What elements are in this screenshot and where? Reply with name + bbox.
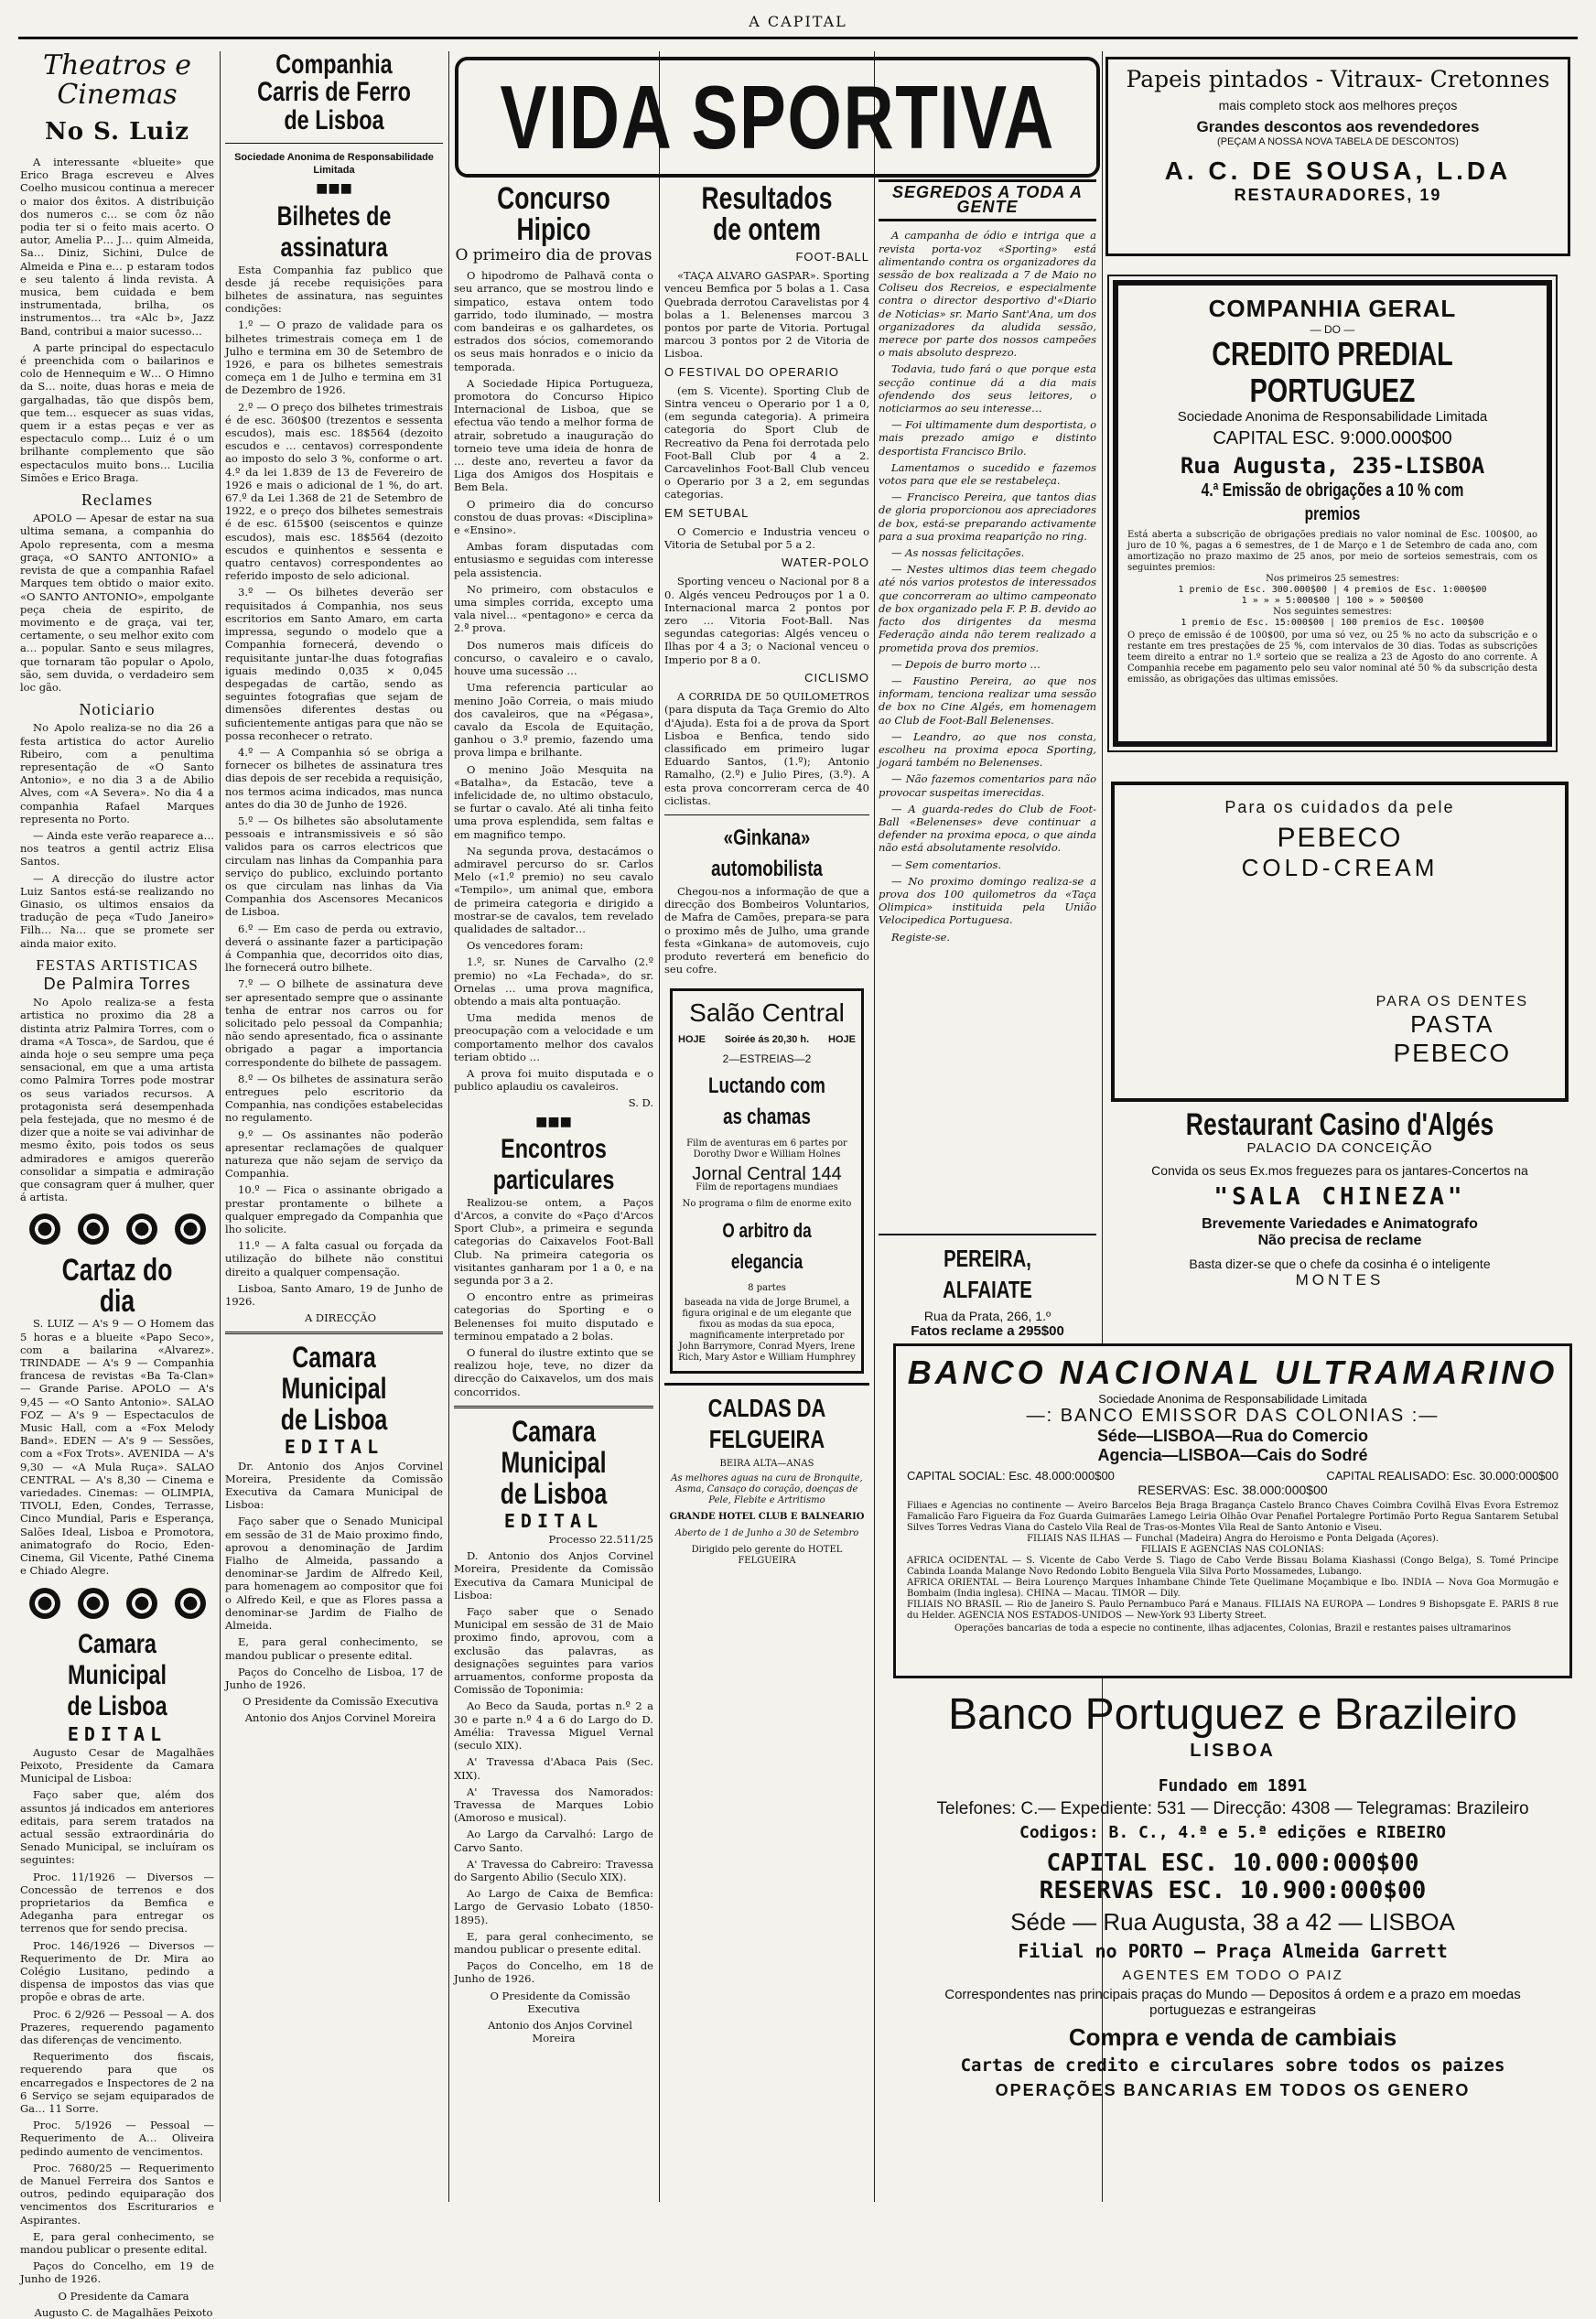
bpb-filial: Filial no PORTO — Praça Almeida Garrett <box>1018 1940 1448 1962</box>
credito-predial-ad <box>1113 280 1552 747</box>
papeis-title: Papeis pintados - Vitraux- Cretonnes <box>1126 66 1550 92</box>
header-rule <box>18 37 1578 39</box>
result-section-heading: WATER-POLO <box>782 555 869 570</box>
credito-line3: CREDITO PREDIAL PORTUGUEZ <box>1212 335 1453 409</box>
pebeco-line4: PARA OS DENTES <box>1375 994 1528 1009</box>
camara3-paragraph: Ao Beco da Sauda, portas n.º 2 a 30 e parte n.º 4 a 6 do Largo do D. Amélia: Travessa Miguel Vernal (seculo XIX). <box>454 1699 653 1753</box>
camara-paragraph: Paços do Concelho, em 19 de Junho de 1926. <box>20 2260 214 2286</box>
concurso-paragraph: Na segunda prova, destacámos o admiravel percurso do sr. Carlos Melo («1.º premio) no seu cavalo «Tempilo», um animal que, embora de primeira categoria e dirigido a mostrar-se de cavalos, tem revelado qualidades de saltador… <box>454 844 653 935</box>
bpb-operacoes: OPERAÇÕES BANCARIAS EM TODOS OS GENERO <box>995 2081 1471 2099</box>
carris-paragraph: 10.º — Fica o assinante obrigado a prestar prontamente o bilhete a qualquer empregado da Companhia que lho solicite. <box>225 1183 443 1236</box>
salao-hoje-left: HOJE <box>678 1034 706 1046</box>
credito-emissao: 4.ª Emissão de obrigações a 10 % com premios <box>1201 480 1464 524</box>
carris-title: Companhia Carris de Ferro <box>257 49 411 107</box>
credito-premios: 1 » » » 5:000$00 | 100 » » 500$00 <box>1241 596 1424 606</box>
camara-signature-title: O Presidente da Camara <box>58 2289 189 2303</box>
camara-paragraph: Augusto Cesar de Magalhães Peixoto, Presidente da Camara Municipal de Lisboa: <box>20 1745 214 1785</box>
papeis-line1: mais completo stock aos melhores preços <box>1218 98 1458 113</box>
segredos-paragraph: — Sem comentarios. <box>891 857 1002 871</box>
bpb-codes: Codigos: B. C., 4.ª e 5.ª edições e RIBEIRO <box>1019 1823 1446 1842</box>
carris-paragraph: 7.º — O bilhete de assinatura deve ser apresentado sempre que o assinante tenha de entrar nos carros ou for solicitado pelo pessoal da Companhia; não sendo apresentado, fica o assinante obrigado a pagar a importancia correspondente do bilhete de passagem. <box>225 977 443 1069</box>
camara3-paragraph: A' Travessa do Cabreiro: Travessa do Sargento Abilio (Seculo XIX). <box>454 1857 653 1883</box>
carris-paragraph: 3.º — Os bilhetes deverão ser requisitados á Companhia, nos seus escritorios em Santo Amaro, em carta impressa, segundo o modelo que a Companhia fornecerá, devendo o requisitante juntar-lhe duas fotografias iguais medindo 0,035 × 0,045 despegadas de cartão, sendo as seguintes fotografias que sejam de dimensões diferentes destas ou suficientemente antigas para que não se possa reconhecer o retrato. <box>225 586 443 742</box>
credito-premios: Nos primeiros 25 semestres: <box>1266 574 1399 584</box>
salao-film2-desc: baseada na vida de Jorge Brumel, a figura original e de um elegante que fixou as modas da sua epoca, magnificamente interpretado por John Barrymore, Conrad Myers, Irene Rich, Mary Astor e William Humphrey <box>678 1297 856 1363</box>
carris-paragraph: 1.º — O prazo de validade para os bilhetes trimestrais começa em 1 de Julho e termina em 30 de Setembro de 1926, e para os bilhetes semestrais começa em 1 de Julho e termina em 31 de Dezembro de 1926. <box>225 318 443 397</box>
camara-paragraph: Proc. 5/1926 — Pessoal — Requerimento de A… Oliveira pedindo aumento de vencimentos. <box>20 2119 214 2158</box>
camara-paragraph: Proc. 6 2/926 — Pessoal — A. dos Prazeres, requerendo pagamento das diferenças de vencimento. <box>20 2007 214 2046</box>
bpb-title: Banco Portuguez e Brazileiro <box>948 1690 1517 1739</box>
concurso-heading: Concurso Hipico <box>497 181 610 247</box>
credito-capital: CAPITAL ESC. 9:000.000$00 <box>1213 428 1452 448</box>
bnu-line3: Agencia—LISBOA—Cais do Sodré <box>1097 1446 1368 1464</box>
result-section-heading: EM SETUBAL <box>664 505 749 520</box>
concurso-paragraph: Uma referencia particular ao menino João Correia, o mais miudo dos cavaleiros, que na «Pégasa», cavalo da Escola de Equitação, ganhou o 3.º premio, fazendo uma prova limpa e brilhante. <box>454 681 653 760</box>
caldas-desc: As melhores aguas na cura de Bronquite, Asma, Cansaço do coração, doenças de Pele, Flebite e Artritismo <box>671 1472 863 1505</box>
camara-signature: Augusto C. de Magalhães Peixoto <box>34 2305 213 2319</box>
column-theatres <box>20 49 214 2319</box>
bpb-sede: Séde — Rua Augusta, 38 a 42 — LISBOA <box>1010 1908 1455 1936</box>
camara3-signature: Antonio dos Anjos Corvinel Moreira <box>488 2018 632 2045</box>
camara3-paragraph: D. Antonio dos Anjos Corvinel Moreira, Presidente da Comissão Executiva da Camara Municipal de Lisboa: <box>454 1549 653 1602</box>
result-paragraph: O Comercio e Industria venceu o Vitoria de Setubal por 5 a 2. <box>664 524 869 552</box>
restaurant-line2: Brevemente Variedades e Animatografo <box>1202 1216 1478 1232</box>
restaurant-sala: "SALA CHINEZA" <box>1213 1183 1466 1211</box>
camara-paragraph: Proc. 7680/25 — Requerimento de Manuel Ferreira dos Santos e outros, pedindo equiparação dos vencimentos dos Escriturarios e Aspirantes. <box>20 2161 214 2227</box>
camara2-signature-title: O Presidente da Comissão Executiva <box>243 1695 438 1709</box>
concurso-paragraph: O hipodromo de Palhavã conta o seu arranco, que se mostrou lindo e simpatico, estava ontem todo garrido, todo iluminado, — mostra com bandeiras e os galhardetes, os estrados dos sócios, comemorando os seus mais honrados e o inicio da temporada. <box>454 269 653 373</box>
segredos-paragraph: — Não fazemos comentarios para não provocar suspeitas imerecidas. <box>879 772 1096 799</box>
concurso-paragraph: Dos numeros mais difíceis do concurso, o cavaleiro e o cavalo, houve uma sucessão … <box>454 638 653 678</box>
salao-hoje-mid: Soirée ás 20,30 h. <box>724 1034 810 1046</box>
bpb-agentes: AGENTES EM TODO O PAIZ <box>1122 1968 1343 1983</box>
camara-paragraph: Requerimento dos fiscais, requerendo para que os encarregados e Inspectores de 2 na 6 Serviço se sejam equiparados de Ga… 11 Sorre. <box>20 2050 214 2115</box>
concurso-paragraph: A prova foi muito disputada e o publico aplaudiu os cavaleiros. <box>454 1066 653 1094</box>
camara-heading: Camara Municipal <box>68 1628 167 1690</box>
camara3-paragraph: Ao Largo de Caixa de Bemfica: Largo de Gervasio Lobato (1850-1895). <box>454 1887 653 1926</box>
salao-estreias: 2—ESTREIAS—2 <box>722 1052 812 1065</box>
segredos-paragraph: — A guarda-redes do Club de Foot-Ball «Belenenses» deve continuar a defender na proxima epoca, o que ainda não está absolutamente resolvido. <box>879 802 1096 855</box>
reclames-paragraph: APOLO — Apesar de estar na sua ultima semana, a companhia do Apolo representa, com a mesma graça, «O SANTO ANTONIO» a revista de que a companhia Rafael Marques tem obtido o maior exito. «O SANTO ANTONIO», empolgante peça cheia de espirito, de movimento e de graça, vai ter, certamente, o seu melhor exito com a… popular. Santo e seus milagres, que tornaram tão popular o Apolo, são, sem duvida, o verdadeiro sem loc gão. <box>20 512 214 694</box>
camara3-paragraph: Paços do Concelho, em 18 de Junho de 1926. <box>454 1959 653 1986</box>
encontros-paragraph: Realizou-se ontem, a Paços d'Arcos, a convite do «Paço d'Arcos Sport Club», a primeira e segunda categorias do Caixavelos Foot-Ball Club. Na primeira categoria os visitantes ganharam por 1 a 0, e na segunda por 3 a 2. <box>454 1195 653 1288</box>
pebeco-line1: Para os cuidados da pele <box>1224 798 1455 816</box>
bnu-capital-realisado: CAPITAL REALISADO: Esc. 30.000:000$00 <box>1326 1469 1558 1483</box>
camara2-heading: Camara Municipal <box>281 1341 387 1406</box>
caldas-sub: BEIRA ALTA—ANAS <box>719 1458 814 1469</box>
carris-paragraph: 4.º — A Companhia só se obriga a fornecer os bilhetes de assinatura tres dias depois de ser recebida a requisição, nos termos acima indicados, mas nunca antes do dia 30 de Junho de 1926. <box>225 745 444 811</box>
salao-film1: Luctando com as chamas <box>708 1073 825 1129</box>
ginkana-heading: «Ginkana» automobilista <box>711 825 823 881</box>
column-divider <box>659 51 660 2202</box>
segredos-title: SEGREDOS A TODA A GENTE <box>891 183 1084 217</box>
noticiario-paragraph: No Apolo realiza-se no dia 26 a festa artistica do actor Aurelio Ribeiro, com a penultima representação de «O Santo Antonio», e no dia 3 a de Abilio Alves, com «A Severa». No dia 4 a companhia Rafael Marques representa no Porto. <box>20 721 214 825</box>
carris-paragraph: 8.º — Os bilhetes de assinatura serão entregues pelo escritorio da Companhia, nas condições estabelecidas no regulamento. <box>225 1072 443 1125</box>
column-resultados <box>664 183 869 2193</box>
result-section-heading: FOOT-BALL <box>795 250 869 264</box>
bnu-sub: Sociedade Anonima de Responsabilidade Limitada <box>1098 1392 1367 1406</box>
segredos-paragraph: — As nossas felicitações. <box>891 546 1025 560</box>
camara3-paragraph: E, para geral conhecimento, se mandou publicar o presente edital. <box>454 1929 653 1956</box>
camara2-paragraph: Paços do Concelho de Lisboa, 17 de Junho de 1926. <box>225 1665 443 1691</box>
result-paragraph: Sporting venceu o Nacional por 8 a 0. Algés venceu Pedrouços por 1 a 0. Internacional marca 2 pontos por zero … Vitoria Foot-Ball. Nas segundas categorias: Algés venceu o Ilhas por 4 a 3; o Nacional venceu o Imperio por 8 a 0. <box>664 575 869 666</box>
segredos-paragraph: — Leandro, ao que nos consta, escolheu na proxima epoca Sporting, jogará também no Belenenses. <box>879 729 1096 770</box>
caldas-title: CALDAS DA FELGUEIRA <box>707 1393 826 1453</box>
segredos-banner <box>879 179 1096 221</box>
restaurant-chef: MONTES <box>1295 1271 1385 1289</box>
cartaz-heading: Cartaz do dia <box>61 1253 173 1320</box>
pereira-address: Rua da Prata, 266, 1.º <box>923 1309 1051 1323</box>
bnu-operacoes: Operações bancarias de toda a especie no continente, ilhas adjacentes, Colonias, Brazil e restantes paises ultramarinos <box>954 1623 1511 1634</box>
pebeco-ad <box>1111 782 1569 1102</box>
segredos-paragraph: Registe-se. <box>891 930 951 944</box>
bilhetes-heading: Bilhetes de assinatura <box>276 200 392 263</box>
edital-heading: EDITAL <box>284 1436 384 1459</box>
papeis-address: RESTAURADORES, 19 <box>1234 186 1442 204</box>
caldas-hotel: GRANDE HOTEL CLUB E BALNEARIO <box>669 1511 865 1522</box>
luiz-paragraph: A parte principal do espectaculo é preenchida com o bailarinos e colo de Hennequim e W… O Himno da S… noite, duas horas e meia de gargalhadas, tão que dispôs bem, que tem… esquecer as suas vidas, quem ir a estas peças e ver as espectaculo comp… Luiz é o um brilhante complemento que são espectaculos muito bons… Lucilia Simões e Erico Braga. <box>20 340 214 484</box>
vida-sportiva-title: VIDA SPORTIVA <box>500 66 1055 167</box>
restaurant-line4: Basta dizer-se que o chefe da cosinha é o inteligente <box>1189 1257 1491 1271</box>
pebeco-line3: COLD-CREAM <box>1241 854 1439 881</box>
caldas-season: Aberto de 1 de Junho a 30 de Setembro <box>674 1527 859 1538</box>
bpb-city: LISBOA <box>1190 1741 1276 1761</box>
festas-heading: FESTAS ARTISTICAS <box>36 955 199 974</box>
bpb-correspondentes: Correspondentes nas principais praças do Mundo — Depositos á ordem e a prazo em moedas portuguezas e estrangeiras <box>944 1987 1521 2018</box>
bnu-ad <box>893 1343 1572 1678</box>
camara-paragraph: E, para geral conhecimento, se mandou publicar o presente edital. <box>20 2229 214 2257</box>
caldas-gerente: Dirigido pelo gerente do HOTEL FELGUEIRA <box>691 1544 843 1566</box>
credito-body: Está aberta a subscrição de obrigações prediais no valor nominal de Esc. 100$00, ao juro de 10 %, pagas a 6 semestres, de 1 de Março e 1 de Setembro de cada ano, com amortização no prazo maximo de 25 anos, por meio de sorteios semestrais, com os seguintes premios: <box>1127 530 1537 573</box>
newspaper-title: A CAPITAL <box>749 13 847 30</box>
festas-paragraph: No Apolo realiza-se a festa artistica no proximo dia 28 a distinta atriz Palmira Torres, com o drama «A Tosca», de Sardou, que é ainda hoje o seu sempre uma peça sensacional, em que a uma artista como Palmira Torres pode mostrar os seus variados recursos. A protagonista será desempenhada pela festejada, que no mesmo é de dizer que a noite se vai adivinhar de mesmo êxito, pois todos os seus admiradores e amigos quererão consolidar a simpatia e admiração que consagram quer á mulher, quer á artista. <box>20 996 214 1204</box>
concurso-subheading: O primeiro dia de provas <box>455 246 652 264</box>
carris-paragraph: 11.º — A falta casual ou forçada da utilização do bilhete não constitui direito a qualquer compensação. <box>225 1239 443 1278</box>
salao-programa: No programa o film de enorme exito <box>682 1198 852 1209</box>
concurso-signature: S. D. <box>628 1096 653 1110</box>
camara3-paragraph: A' Travessa d'Abaca Pais (Sec. XIX). <box>454 1755 653 1782</box>
carris-title-line2: de Lisboa <box>284 105 384 135</box>
segredos-paragraph: A campanha de ódio e intriga que a revista porta-voz «Sporting» está alimentando contra os organizadores da sessão de box realizada a 7 de Maio no Coliseu dos Recreios, e especialmente contra o director desportivo d'«Diario de Noticias» sr. Mario Sant'Ana, um dos organizadores da aludida sessão, merece por parte dos nossos campeões o mais absoluto desprezo. <box>879 229 1096 360</box>
credito-line2: — DO — <box>1310 323 1355 336</box>
concurso-paragraph: Ambas foram disputadas com entusiasmo e seguidas com interesse pela assistencia. <box>454 540 653 579</box>
camara-paragraph: Faço saber que, além dos assuntos já indicados em anteriores editais, para serem tratados na actual sessão extraordinária do Senado Municipal, se incluíram os seguintes: <box>20 1788 214 1867</box>
column-divider <box>220 51 221 2202</box>
bnu-reservas: RESERVAS: Esc. 38.000:000$00 <box>1138 1483 1328 1497</box>
segredos-paragraph: — Francisco Pereira, que tantos dias de gloria proporcionou aos apreciadores de box, está-se preparando activamente para a sua proxima reaparição no ring. <box>879 491 1096 543</box>
camara2-heading-line2: de Lisboa <box>280 1403 388 1437</box>
camara2-paragraph: Dr. Antonio dos Anjos Corvinel Moreira, Presidente da Comissão Executiva da Camara Municipal de Lisboa: <box>225 1459 443 1512</box>
theatres-masthead: Theatros e Cinemas <box>42 49 192 111</box>
carris-paragraph: 9.º — Os assinantes não poderão apresentar reclamações de qualquer natureza que não sejam de serviço da Companhia. <box>225 1127 443 1181</box>
bpb-cartas: Cartas de credito e circulares sobre todos os paizes <box>960 2055 1505 2076</box>
papeis-line2: Grandes descontos aos revendedores <box>1196 118 1480 135</box>
credito-line1: COMPANHIA GERAL <box>1208 295 1457 322</box>
pereira-ad <box>879 1234 1096 1339</box>
credito-tail: O preço de emissão é de 100$00, por uma só vez, ou 25 % no acto da subscrição e o restante em tres prestações de 25 %, com intervalos de 30 dias. Todas as subscrições teem direito a entrar no 1.º sorteio que se realiza a 23 de Agosto do ano corrente. A Companhia recebe em pagamento pelo seu valor nominal até 50 % da subscrição desta emissão, as obrigações das ultimas emissões. <box>1127 631 1537 685</box>
camara2-paragraph: Faço saber que o Senado Municipal em sessão de 31 de Maio proximo findo, aprovou a denominação de Jardim Fialho de Almeida, passando a denominar-se Jardim de Alfredo Keil, para homenagem ao compositor que foi o Alfredo Keil, e que as Flores passa a denominar-se Jardim de Fialho de Almeida. <box>225 1515 443 1633</box>
bpb-ad <box>893 1689 1572 2193</box>
column-divider <box>874 51 875 2202</box>
page-header <box>0 0 1596 46</box>
bpb-compra: Compra e venda de cambiais <box>1068 2023 1397 2051</box>
camara3-process: Processo 22.511/25 <box>548 1533 653 1547</box>
pebeco-line2: PEBECO <box>1277 823 1403 853</box>
separator-stars: ■■■ <box>316 181 352 197</box>
separator-stars: ■■■ <box>535 1114 572 1129</box>
bpb-phones: Telefones: C.— Expediente: 531 — Direcção: 4308 — Telegramas: Brazileiro <box>936 1799 1529 1818</box>
restaurant-line3: Não precisa de reclame <box>1257 1233 1422 1248</box>
segredos-paragraph: Lamentamos o sucedido e fazemos votos para que ele se restabeleça. <box>879 460 1096 488</box>
restaurant-title: Restaurant Casino d'Algés <box>1185 1107 1494 1142</box>
luiz-title: No S. Luiz <box>45 118 189 146</box>
concurso-paragraph: A Sociedade Hipica Portugueza, promotora do Concurso Hipico Internacional de Lisboa, que se efectua vão tendo a melhor forma de atrair, sobretudo a inauguração do torneio teve uma ideia de honra de … deste ano, reverteu a favor da Liga dos Amigos dos Hospitais e Bem Bela. <box>454 376 653 494</box>
bnu-filiais: AFRICA OCIDENTAL — S. Vicente de Cabo Verde S. Tiago de Cabo Verde Bissau Bolama Kiashassi (Congo Belga), S. Tomé Principe Cabinda Loanda Malange Novo Redondo Lobito Benguela Vila Silva Porto Mossamedes, Lubango. <box>907 1556 1558 1577</box>
result-paragraph: «TAÇA ALVARO GASPAR». Sporting venceu Bemfica por 5 bolas a 1. Casa Quebrada derrotou Caravelistas por 4 bolas a 1. Belenenses marcou 3 pontos por parte de Vitoria. Portugal marcou 3 pontos por 2 de Vitoria de Lisboa. <box>664 269 869 361</box>
pereira-price: Fatos reclame a 295$00 <box>911 1323 1064 1339</box>
camara3-heading-line2: de Lisboa <box>500 1476 608 1510</box>
column-segredos <box>879 51 1096 1296</box>
restaurant-ad <box>1105 1109 1574 1325</box>
pebeco-line6: PEBECO <box>1393 1039 1512 1067</box>
concurso-paragraph: No primeiro, com obstaculos e uma simples corrida, excepto uma vala nivel… «pentagono» e cerca da 2.ª prova. <box>454 582 653 635</box>
encontros-paragraph: O encontro entre as primeiras categorias do Sporting e o Belenenses foi muito disputado e terminou empatado a 2 bolas. <box>454 1290 653 1343</box>
papeis-name: A. C. DE SOUSA, L.DA <box>1164 156 1512 185</box>
credito-line4: Sociedade Anonima de Responsabilidade Limitada <box>1177 409 1488 425</box>
camara3-signature-title: O Presidente da Comissão Executiva <box>490 1989 631 2015</box>
concurso-paragraph: 1.º, sr. Nunes de Carvalho (2.º premio) no «La Fechada», do sr. Ornelas … uma prova magnifica, obtendo a mais alta pontuação. <box>454 955 653 1008</box>
luiz-paragraph: A interessante «blueite» que Erico Braga escreveu e Alves Coelho musicou continua a merecer o maior dos êxitos. A distribuição dos numeros c… se com ôz não podia ter si o feito mais acerto. O autor, Amelia P… J… quim Almeida, Sa… Diniz, Sichini, Dulce de Almeida e Pina e… p estaram todos e seu talento á linda revista. A musica, bem cuidada e bem instrumentada, brilha, os instrumentos… tra «Alc b», Jazz Band, contribui a maior sucesso… <box>20 156 214 338</box>
bnu-filiais: FILIAIS NO BRASIL — Rio de Janeiro S. Paulo Pernambuco Pará e Manaus. FILIAIS NA EUROPA — Londres 9 Bishopsgate E. PARIS 8 rue du Helder. AGENCIA NOS ESTADOS-UNIDOS — New-York 93 Liberty Street. <box>907 1600 1558 1621</box>
noticiario-heading: Noticiario <box>79 700 156 719</box>
resultados-heading: Resultados de ontem <box>701 181 833 247</box>
salao-central-ad <box>670 988 864 1374</box>
ornament-row <box>20 1585 214 1622</box>
column-carris <box>225 51 443 2193</box>
festas-subheading: De Palmira Torres <box>43 974 191 993</box>
encontros-paragraph: O funeral do ilustre extinto que se realizou hoje, teve, no dizer da direcção do Caixavelos, um dos mais concorridos. <box>454 1346 653 1398</box>
restaurant-sub: PALACIO DA CONCEIÇÃO <box>1246 1140 1433 1156</box>
camara-paragraph: Proc. 11/1926 — Diversos — Concessão de terrenos e dos proprietarios da Bemfica e Adeganha para entregar os terrenos que for sendo precisa. <box>20 1870 214 1936</box>
segredos-paragraph: — No proximo domingo realiza-se a prova dos 100 quilometros da «Taça Olimpica» instituida pela União Velocipedica Portuguesa. <box>879 874 1096 927</box>
column-concurso <box>454 183 653 2193</box>
bnu-line2: Séde—LISBOA—Rua do Comercio <box>1096 1427 1369 1445</box>
bnu-title: BANCO NACIONAL ULTRAMARINO <box>907 1354 1558 1391</box>
camara3-paragraph: A' Travessa dos Namorados: Travessa de Marques Lobio (Amoroso e musical). <box>454 1785 653 1825</box>
carris-dateline: Lisboa, Santo Amaro, 19 de Junho de 1926. <box>225 1281 443 1309</box>
camara3-paragraph: Ao Largo da Carvalhó: Largo de Carvo Santo. <box>454 1828 653 1854</box>
restaurant-line1: Convida os seus Ex.mos freguezes para os jantares-Concertos na <box>1151 1163 1528 1178</box>
salao-film1-desc: Film de aventuras em 6 partes por Dorothy Dwor e William Holnes <box>686 1138 847 1160</box>
result-section-heading: CICLISMO <box>804 670 869 685</box>
camara3-paragraph: Faço saber que o Senado Municipal em sessão de 31 de Maio proximo findo, aprovou, com a exclusão das palavras, as designações seguintes para varios arruamentos, conforme proposta da Comissão de Toponimia: <box>454 1605 653 1697</box>
pereira-title: PEREIRA, ALFAIATE <box>943 1245 1032 1303</box>
salao-jornal: Jornal Central 144 <box>692 1163 842 1184</box>
credito-address: Rua Augusta, 235-LISBOA <box>1180 453 1485 479</box>
caldas-ad <box>664 1383 869 1567</box>
salao-film2: O arbitro da elegancia <box>722 1218 812 1273</box>
credito-premios: 1 premio de Esc. 300.000$00 | 4 premios de Esc. 1:000$00 <box>1178 585 1487 595</box>
papeis-ad <box>1105 57 1570 256</box>
bnu-filiais: FILIAIS E AGENCIAS NAS COLONIAS: <box>1140 1545 1325 1555</box>
segredos-paragraph: — Depois de burro morto … <box>891 657 1041 671</box>
segredos-paragraph: — Faustino Pereira, ao que nos informam, tenciona realizar uma sessão de box no Cine Algés, em homenagem ao Club de Foot-Ball Belenenses. <box>879 674 1096 727</box>
carris-paragraph: 2.º — O preço dos bilhetes trimestrais é de esc. 360$00 (trezentos e sessenta escudos), mais esc. 18$564 (dezoito escudos e … centavos) correspondente ao imposto do selo 3 %, conforme o art. 4.º da lei 1.839 de 13 de Fevereiro de 1926 e mais o adicional de 1 %, do art. 67.º da Lei 1.368 de 21 de Setembro de 1922, e o preço dos bilhetes semestrais é de esc. 615$00 (seiscentos e quinze escudos), mais esc. 18$564 (dezoito escudos e quinhentos e sessenta e quatro centavos) correspondentes ao referido imposto de selo adicional. <box>225 400 443 583</box>
edital-heading: EDITAL <box>67 1722 167 1745</box>
column-divider <box>448 51 449 2202</box>
noticiario-paragraph: — Ainda este verão reaparece a… nos teatros a gentil actriz Elisa Santos. <box>20 828 214 868</box>
carris-paragraph: Esta Companhia faz publico que desde já recebe requisições para bilhetes de assinatura, nas seguintes condições: <box>225 263 443 316</box>
bnu-filiais: FILIAIS NAS ILHAS — Funchal (Madeira) Angra do Heroismo e Ponta Delgada (Açores). <box>1027 1534 1439 1544</box>
carris-paragraph: 6.º — Em caso de perda ou extravio, deverá o assinante fazer a participação á Companhia que, decorridos oito dias, lhe fornecerá outro bilhete. <box>225 922 443 975</box>
credito-premios: 1 premio de Esc. 15:000$00 | 100 premios de Esc. 100$00 <box>1181 618 1484 628</box>
segredos-paragraph: — Nestes ultimos dias teem chegado até nós varios protestos de interessados que concorreram ao ultimo campeonato de box organizado pela F. P. B. devido ao facto dos dirigentes da mesma Federação ainda não terem realizado a prometida prova dos premios. <box>879 563 1096 654</box>
papeis-line3: (PEÇAM A NOSSA NOVA TABELA DE DESCONTOS) <box>1217 136 1459 147</box>
ginkana-paragraph: Chegou-nos a informação de que a direcção dos Bombeiros Voluntarios, de Mafra de Camões, prepara-se para o proximo mês de Julho, uma grande festa «Ginkana» de automoveis, cujo produto reverterá em beneficio do seu cofre. <box>664 884 869 976</box>
camara2-signature: Antonio dos Anjos Corvinel Moreira <box>244 1711 437 1725</box>
result-paragraph: (em S. Vicente). Sporting Club de Sintra venceu o Operario por 1 a 0, (em segunda categoria). A primeira categoria do Sport Club de Recreativo da Pena foi derrotada pelo Foot-Ball Club por 4 a 2. Carcavelinhos Foot-Ball Club venceu o Operario por 3 a 2, em segundas categorias. <box>664 383 869 502</box>
concurso-paragraph: Uma medida menos de preocupação com a velocidade e um comportamento melhor dos cavalos teriam obtido … <box>454 1011 653 1063</box>
segredos-paragraph: Todavia, tudo fará o que porque esta secção continue dá a dia mais ofendendo dos seus leitores, o noticiarmos ao seu interesse… <box>879 362 1096 415</box>
pebeco-line5: PASTA <box>1410 1010 1494 1038</box>
bnu-line1: —: BANCO EMISSOR DAS COLONIAS :— <box>1026 1406 1440 1426</box>
concurso-paragraph: O menino João Mesquita na «Batalha», da Estacão, teve a infelicidade de, no ultimo obstaculo, se furtar o cavalo. Até ali tinha feito uma prova esplendida, sem faltas e em magnifico tempo. <box>454 762 653 841</box>
bnu-capital-social: CAPITAL SOCIAL: Esc. 48.000:000$00 <box>907 1469 1115 1483</box>
concurso-paragraph: Os vencedores foram: <box>467 939 584 953</box>
salao-film2-parts: 8 partes <box>748 1282 786 1293</box>
carris-subtitle: Sociedade Anonima de Responsabilidade Limitada <box>234 152 434 177</box>
salao-jornal-desc: Film de reportagens mundiaes <box>696 1181 838 1192</box>
result-paragraph: A CORRIDA DE 50 QUILOMETROS (para disputa da Taça Gremio do Alto d'Ajuda). Esta foi a de prova da Sport Lisboa e Benfica, tendo sido classificado em primeiro lugar Eduardo Santos, (1.º); Antonio Ramalho, (2.º) e Julio Pires, (3.º). A esta prova concorreram cerca de 40 ciclistas. <box>664 690 869 807</box>
edital-heading: EDITAL <box>503 1509 604 1532</box>
salao-title: Salão Central <box>689 998 845 1028</box>
segredos-paragraph: — Foi ultimamente dum desportista, o mais prezado amigo e distinto desportista Francisco Brilo. <box>879 418 1096 458</box>
bpb-founded: Fundado em 1891 <box>1158 1776 1308 1796</box>
cartaz-paragraph: S. LUIZ — A's 9 — O Homem das 5 horas e a blueite «Papo Seco», com a bailarina «Alvarez». TRINDADE — A's 9 — Companhia francesa de revistas «Ba Ta-Clan» — Grande Parise. APOLO — A's 9,45 — «O Santo Antonio». SALAO FOZ — A's 9 — Espectaculos de Music Hall, com a «Fox Melody Band». EDEN — A's 9 — Sessões, com a «Fox Trots». AVENIDA — A's 9,30 — «A Mula Ruça». SALAO CENTRAL — A's 8,30 — Cinema e variedades. Cinemas: — OLIMPIA, TIVOLI, Eden, Condes, Terrasse, Cinco Mundial, Paris e Esperança, Salões Ideal, Lisboa e Promotora, animatografo do Rocio, Eden-Cinema, Gil Vicente, Pathé Cinema e Chiado Alegre. <box>20 1317 214 1578</box>
carris-paragraph: 5.º — Os bilhetes são absolutamente pessoais e intransmissiveis e só são validos para os carros electricos que circulam nas linhas da Companhia para serviço do publico, excluindo portanto os que circulam nas linhas da Via Companhia dos Ascensores Mecanicos de Lisboa. <box>225 814 443 919</box>
salao-hoje-right: HOJE <box>828 1034 856 1046</box>
bpb-reservas: RESERVAS ESC. 10.900:000$00 <box>1039 1877 1427 1904</box>
bnu-filiais: AFRICA ORIENTAL — Beira Lourenço Marques Inhambane Chinde Tete Quelimane Moçambique e Ibo. INDIA — Nova Goa Mormugão e Bombaim (India inglesa). CHINA — Macau. TIMOR — Dily. <box>907 1578 1558 1599</box>
concurso-paragraph: O primeiro dia do concurso constou de duas provas: «Disciplina» e «Ensino». <box>454 497 653 537</box>
camara-paragraph: Proc. 146/1926 — Diversos — Requerimento de Dr. Mira ao Colégio Lusitano, pedindo a dispensa de impostos das vias que propõe e obras de arte. <box>20 1938 214 2004</box>
reclames-heading: Reclames <box>81 491 153 510</box>
camara-heading-line2: de Lisboa <box>67 1690 167 1721</box>
bpb-capital: CAPITAL ESC. 10.000:000$00 <box>1046 1850 1419 1877</box>
credito-premios: Nos seguintes semestres: <box>1273 607 1392 617</box>
ornament-row <box>20 1211 214 1247</box>
encontros-heading: Encontros particulares <box>492 1133 615 1195</box>
carris-signature: A DIRECÇÃO <box>304 1311 377 1325</box>
result-section-heading: O FESTIVAL DO OPERARIO <box>664 364 840 379</box>
camara3-heading: Camara Municipal <box>501 1414 607 1479</box>
noticiario-paragraph: — A direcção do ilustre actor Luiz Santos está-se realizando no Ginasio, os ultimos ensaios da tradução de peça «Tudo Janeiro» Filh… Na… que se promete ser ainda maior exito. <box>20 871 214 950</box>
camara2-paragraph: E, para geral conhecimento, se mandou publicar o presente edital. <box>225 1635 443 1662</box>
bnu-filiais: Filiaes e Agencias no continente — Aveiro Barcelos Beja Braga Bragança Castelo Branco Chaves Coimbra Covilhã Elvas Evora Estremoz Famalicão Faro Figueira da Foz Guarda Guimarães Lamego Leiria Olhão Ovar Penafiel Portalegre Portimão Porto Regua Santarem Setubal Silves Torres Vedras Viana do Castelo Vila Real de Tras-os-Montes Vila Real de Santo Antonio e Viseu. <box>907 1501 1558 1533</box>
